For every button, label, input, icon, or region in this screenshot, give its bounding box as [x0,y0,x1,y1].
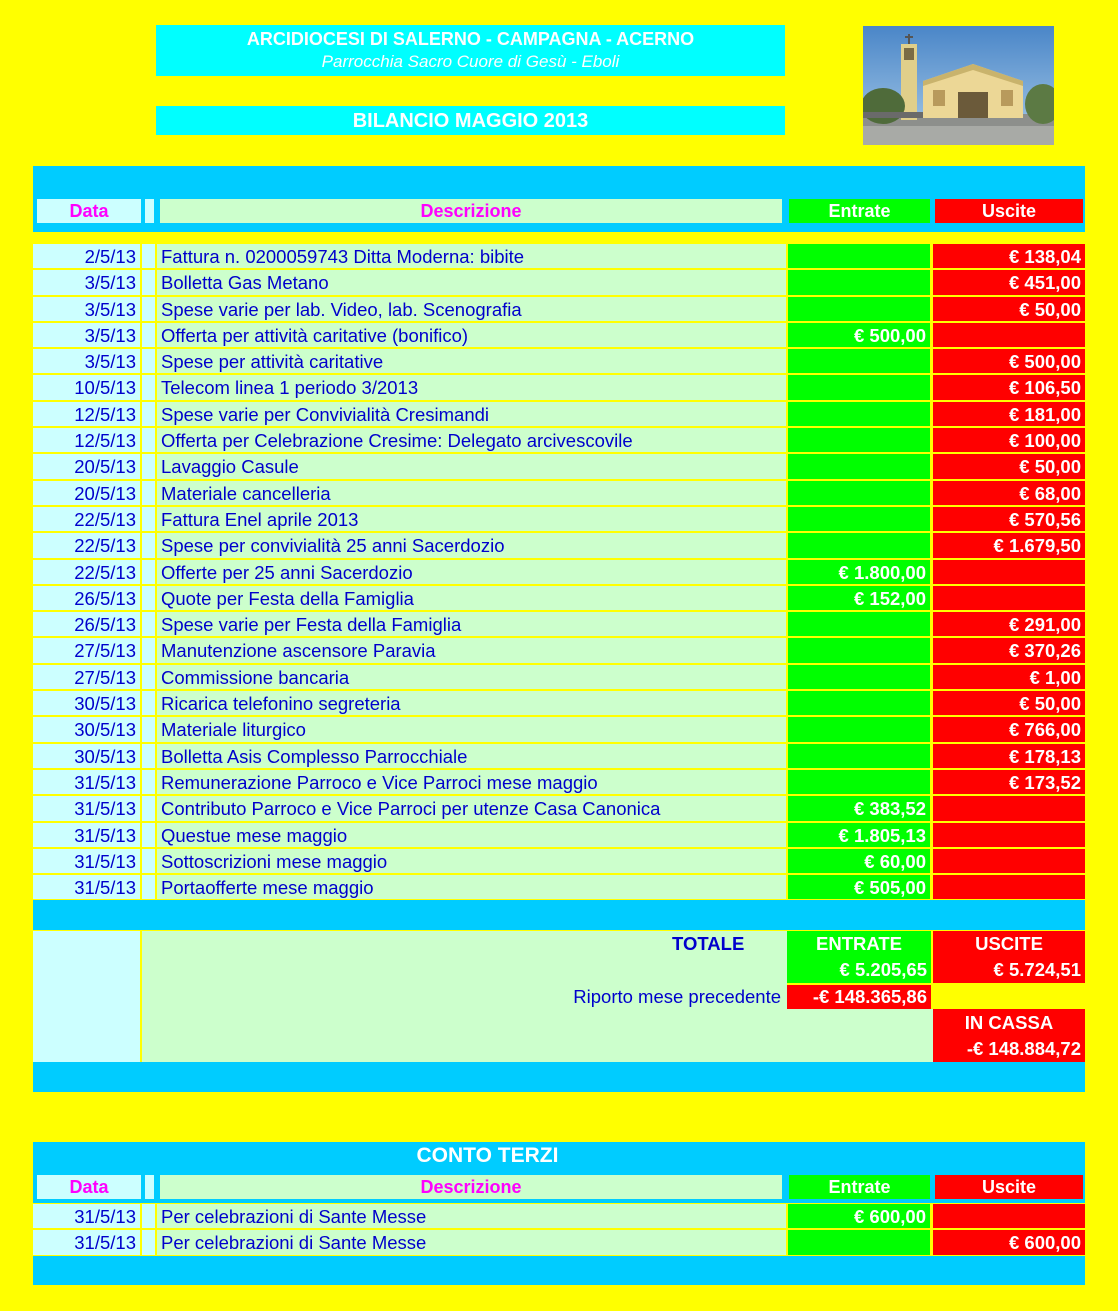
row-income [788,612,930,636]
row-income: € 60,00 [788,849,930,873]
row-description: Spese varie per Convivialità Cresimandi [157,402,786,426]
row-description: Spese varie per Festa della Famiglia [157,612,786,636]
col-header-desc: Descrizione [160,199,782,223]
row-date: 20/5/13 [33,481,140,505]
row-description: Lavaggio Casule [157,454,786,478]
row-income: € 505,00 [788,875,930,899]
row-description: Materiale liturgico [157,717,786,741]
row-description: Ricarica telefonino segreteria [157,691,786,715]
row-gap [142,297,155,321]
row-expense: € 1.679,50 [933,533,1085,557]
row-gap [142,533,155,557]
tp-col-header-out: Uscite [935,1175,1083,1199]
row-description: Fattura n. 0200059743 Ditta Moderna: bibite [157,244,786,268]
carry-label: Riporto mese precedente [573,986,781,1007]
row-income [788,638,930,662]
row-gap [142,717,155,741]
row-gap [142,586,155,610]
row-expense [933,875,1085,899]
tp-col-header-desc: Descrizione [160,1175,782,1199]
row-gap [142,507,155,531]
row-description: Materiale cancelleria [157,481,786,505]
row-gap [142,612,155,636]
row-date: 31/5/13 [33,875,140,899]
table-row [33,348,1085,374]
row-gap [142,244,155,268]
row-date: 26/5/13 [33,612,140,636]
row-income: € 152,00 [788,586,930,610]
row-date: 20/5/13 [33,454,140,478]
table-row [33,296,1085,322]
total-label: TOTALE [672,933,745,954]
row-description: Quote per Festa della Famiglia [157,586,786,610]
table-row [33,1203,1085,1229]
row-income: € 600,00 [788,1204,930,1228]
table-row [33,848,1085,874]
row-expense: € 173,52 [933,770,1085,794]
row-description: Questue mese maggio [157,823,786,847]
row-gap [142,796,155,820]
table-row [33,480,1085,506]
row-description: Offerta per Celebrazione Cresime: Delegato arcivescovile [157,428,786,452]
row-gap [142,454,155,478]
row-expense: € 600,00 [933,1230,1085,1254]
row-date: 12/5/13 [33,428,140,452]
carry-value: -€ 148.365,86 [812,986,927,1007]
row-income [788,428,930,452]
row-date: 31/5/13 [33,770,140,794]
row-expense [933,1204,1085,1228]
row-expense: € 106,50 [933,375,1085,399]
row-expense: € 100,00 [933,428,1085,452]
row-expense: € 500,00 [933,349,1085,373]
table-row [33,506,1085,532]
row-date: 3/5/13 [33,349,140,373]
row-gap [142,323,155,347]
table-row [33,453,1085,479]
row-expense: € 178,13 [933,744,1085,768]
church-photo [863,26,1054,145]
row-income: € 1.805,13 [788,823,930,847]
tp-col-header-date: Data [37,1175,141,1199]
total-in-label: ENTRATE [816,933,902,954]
third-party-title: CONTO TERZI [416,1144,559,1167]
row-expense [933,323,1085,347]
row-income [788,454,930,478]
row-income [788,375,930,399]
totals-band [33,900,1085,930]
row-description: Spese varie per lab. Video, lab. Scenografia [157,297,786,321]
row-expense: € 766,00 [933,717,1085,741]
table-row [33,822,1085,848]
row-expense: € 181,00 [933,402,1085,426]
row-gap [142,560,155,584]
row-date: 12/5/13 [33,402,140,426]
row-date: 22/5/13 [33,533,140,557]
total-in-value: € 5.205,65 [839,959,927,980]
row-income [788,717,930,741]
row-date: 30/5/13 [33,744,140,768]
report-title: BILANCIO MAGGIO 2013 [156,106,785,135]
table-row [33,874,1085,900]
row-expense: € 451,00 [933,270,1085,294]
row-gap [142,770,155,794]
row-income [788,297,930,321]
row-income [788,665,930,689]
row-expense: € 291,00 [933,612,1085,636]
row-date: 22/5/13 [33,507,140,531]
header-box [156,25,785,76]
row-expense: € 370,26 [933,638,1085,662]
row-date: 27/5/13 [33,665,140,689]
table-row [33,559,1085,585]
table-row [33,427,1085,453]
col-header-spacer [145,199,154,223]
row-date: 3/5/13 [33,297,140,321]
row-expense: € 50,00 [933,454,1085,478]
row-description: Per celebrazioni di Sante Messe [157,1204,786,1228]
row-income [788,691,930,715]
row-expense [933,796,1085,820]
row-description: Bolletta Asis Complesso Parrocchiale [157,744,786,768]
table-row [33,664,1085,690]
row-date: 26/5/13 [33,586,140,610]
row-gap [142,665,155,689]
row-gap [142,849,155,873]
row-date: 3/5/13 [33,323,140,347]
row-expense: € 1,00 [933,665,1085,689]
row-description: Sottoscrizioni mese maggio [157,849,786,873]
row-date: 22/5/13 [33,560,140,584]
row-gap [142,823,155,847]
row-date: 30/5/13 [33,717,140,741]
table-row [33,743,1085,769]
row-income [788,270,930,294]
row-description: Offerta per attività caritative (bonifico) [157,323,786,347]
row-expense [933,849,1085,873]
row-description: Bolletta Gas Metano [157,270,786,294]
row-gap [142,1204,155,1228]
row-income [788,1230,930,1254]
cash-value: -€ 148.884,72 [966,1038,1081,1059]
total-out-value: € 5.724,51 [993,959,1081,980]
table-row [33,401,1085,427]
table-row [33,637,1085,663]
total-out-label: USCITE [975,933,1043,954]
row-expense: € 50,00 [933,691,1085,715]
row-date: 2/5/13 [33,244,140,268]
row-income [788,244,930,268]
table-row [33,795,1085,821]
row-date: 3/5/13 [33,270,140,294]
third-party-band-bottom [33,1256,1085,1285]
table-band-top [33,166,1085,194]
tp-col-header-spacer [145,1175,154,1199]
row-gap [142,691,155,715]
table-row [33,269,1085,295]
row-description: Manutenzione ascensore Paravia [157,638,786,662]
row-gap [142,638,155,662]
table-row [33,769,1085,795]
row-description: Remunerazione Parroco e Vice Parroci mese maggio [157,770,786,794]
row-gap [142,744,155,768]
row-gap [142,875,155,899]
row-date: 31/5/13 [33,1230,140,1254]
row-description: Contributo Parroco e Vice Parroci per utenze Casa Canonica [157,796,786,820]
row-gap [142,375,155,399]
table-row [33,611,1085,637]
row-income [788,349,930,373]
row-expense: € 138,04 [933,244,1085,268]
row-income: € 1.800,00 [788,560,930,584]
row-gap [142,481,155,505]
tp-col-header-in: Entrate [789,1175,930,1199]
col-header-date: Data [37,199,141,223]
row-date: 31/5/13 [33,1204,140,1228]
table-row [33,716,1085,742]
table-row [33,1229,1085,1255]
row-gap [142,428,155,452]
row-gap [142,1230,155,1254]
row-description: Offerte per 25 anni Sacerdozio [157,560,786,584]
totals-date-cell [33,931,140,1062]
row-income [788,770,930,794]
row-date: 30/5/13 [33,691,140,715]
row-expense [933,560,1085,584]
row-gap [142,402,155,426]
row-income [788,402,930,426]
table-row [33,374,1085,400]
row-income [788,481,930,505]
row-gap [142,270,155,294]
row-description: Fattura Enel aprile 2013 [157,507,786,531]
third-party-table [33,1203,1085,1256]
table-row [33,585,1085,611]
org-title: ARCIDIOCESI DI SALERNO - CAMPAGNA - ACERNO [246,29,695,49]
row-description: Commissione bancaria [157,665,786,689]
col-header-out: Uscite [935,199,1083,223]
row-income: € 383,52 [788,796,930,820]
parish-subtitle: Parrocchia Sacro Cuore di Gesù - Eboli [321,52,620,71]
row-expense: € 570,56 [933,507,1085,531]
row-date: 27/5/13 [33,638,140,662]
row-income: € 500,00 [788,323,930,347]
row-income [788,507,930,531]
row-date: 10/5/13 [33,375,140,399]
row-income [788,744,930,768]
row-date: 31/5/13 [33,823,140,847]
row-gap [142,349,155,373]
table-row [33,243,1085,269]
table-row [33,690,1085,716]
row-description: Spese per convivialità 25 anni Sacerdozio [157,533,786,557]
row-date: 31/5/13 [33,796,140,820]
col-header-in: Entrate [789,199,930,223]
row-description: Portaofferte mese maggio [157,875,786,899]
row-expense [933,823,1085,847]
table-row [33,322,1085,348]
row-date: 31/5/13 [33,849,140,873]
row-description: Spese per attività caritative [157,349,786,373]
row-expense: € 50,00 [933,297,1085,321]
row-expense: € 68,00 [933,481,1085,505]
table-row [33,532,1085,558]
transactions-table [33,243,1085,900]
row-income [788,533,930,557]
row-description: Telecom linea 1 periodo 3/2013 [157,375,786,399]
row-description: Per celebrazioni di Sante Messe [157,1230,786,1254]
row-expense [933,586,1085,610]
table-band-bottom [33,1062,1085,1092]
cash-label: IN CASSA [964,1012,1054,1033]
